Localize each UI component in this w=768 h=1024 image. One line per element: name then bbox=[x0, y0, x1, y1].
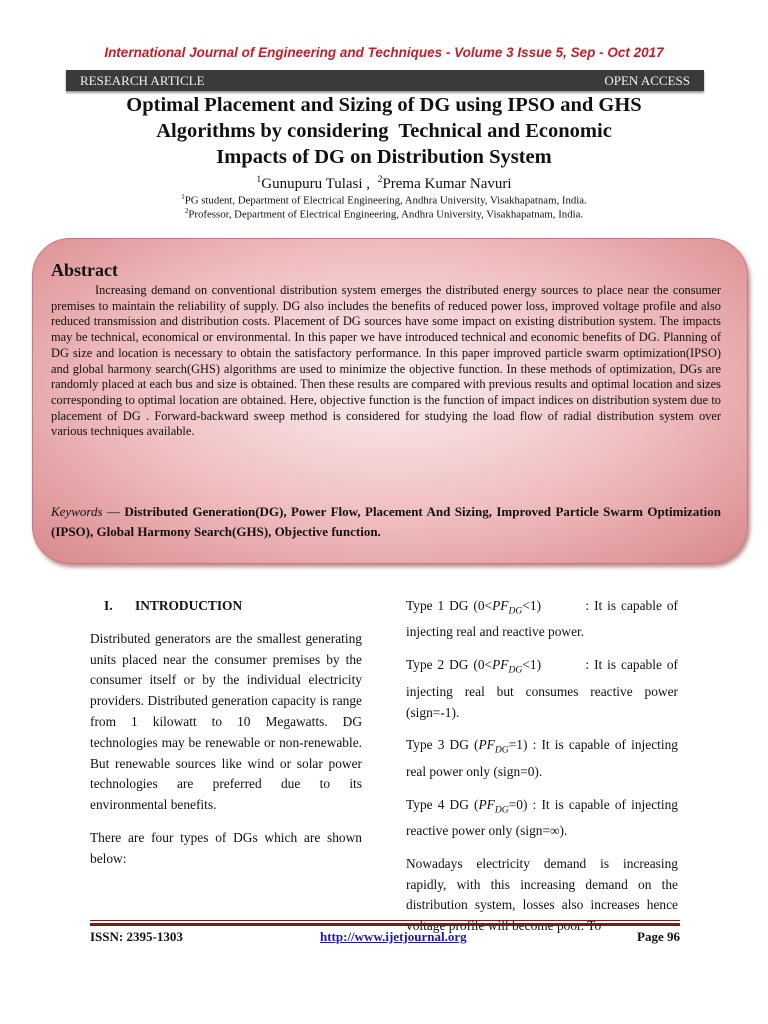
open-access-label: OPEN ACCESS bbox=[604, 72, 690, 88]
title-line-2: Algorithms by considering Technical and Economic bbox=[156, 120, 612, 142]
aff2-text: Professor, Department of Electrical Engineering, Andhra University, Visakhapatnam, India. bbox=[188, 208, 584, 221]
type3-prefix: Type 3 DG ( bbox=[406, 737, 479, 753]
intro-paragraph-2: There are four types of DGs which are shown below: bbox=[90, 829, 362, 866]
research-article-label: RESEARCH ARTICLE bbox=[80, 72, 205, 88]
title-line-3: Impacts of DG on Distribution System bbox=[216, 146, 552, 168]
pf-symbol: PF bbox=[478, 737, 495, 753]
pf-dg-symbol bbox=[478, 737, 509, 756]
type4-desc: It is capable of injecting reactive power only (sign=∞). bbox=[406, 796, 678, 839]
author2-superscript: 2 bbox=[377, 174, 383, 185]
author1-superscript: 1 bbox=[256, 174, 262, 185]
section-number: I. bbox=[104, 598, 113, 613]
left-column bbox=[90, 596, 362, 882]
type4-suffix: =0) : bbox=[508, 796, 537, 812]
author-list bbox=[0, 174, 768, 193]
pf-dg-symbol bbox=[478, 796, 509, 816]
dg-type-2 bbox=[406, 655, 678, 723]
affiliation-2 bbox=[0, 207, 768, 221]
pf-subscript: DG bbox=[494, 745, 509, 756]
pf-symbol: PF bbox=[492, 598, 509, 613]
dg-type-3 bbox=[406, 735, 678, 782]
pf-dg-symbol bbox=[492, 598, 523, 617]
aff1-text: PG student, Department of Electrical Engineering, Andhra University, Visakhapatnam, India. bbox=[184, 194, 587, 207]
pf-symbol: PF bbox=[492, 657, 509, 673]
type1-suffix: <1) bbox=[522, 598, 542, 613]
type4-prefix: Type 4 DG ( bbox=[406, 796, 479, 812]
keywords bbox=[51, 502, 721, 542]
pf-dg-symbol bbox=[492, 657, 523, 676]
pf-subscript: DG bbox=[508, 605, 523, 617]
journal-url-link[interactable]: http://www.ijetjournal.org bbox=[320, 929, 467, 944]
keywords-label: Keywords bbox=[51, 504, 103, 519]
type2-desc: : It is capable of injecting real but consumes reactive power (sign=-1). bbox=[406, 657, 678, 720]
pf-symbol: PF bbox=[478, 796, 495, 812]
intro-paragraph-1: Distributed generators are the smallest generating units placed near the consumer premises by the consumer itself or by the individual electricity providers. Distributed generation capacity is range from 1 kilowatt to 10 Megawatts. DG technologies may be renewable or non-renewable. But renewable sources like wind or solar power technologies are preferred due to its environmental benefits. bbox=[90, 630, 362, 813]
nowadays-paragraph: Nowadays electricity demand is increasing rapidly, with this increasing demand on the distribution system, losses also increases hence voltage profile will become poor. To bbox=[406, 855, 678, 934]
type1-prefix: Type 1 DG (0< bbox=[406, 598, 493, 613]
footer-rule-thin bbox=[90, 920, 680, 921]
dg-type-1 bbox=[406, 596, 678, 643]
aff1-superscript: 1 bbox=[181, 193, 185, 201]
type2-suffix: <1) bbox=[522, 657, 542, 673]
dg-type-4 bbox=[406, 795, 678, 842]
keywords-list: Distributed Generation(DG), Power Flow, Placement And Sizing, Improved Particle Swarm Optimization (IPSO), Global Harmony Search(GHS), Objective function. bbox=[51, 504, 721, 539]
abstract-heading: Abstract bbox=[51, 260, 118, 280]
section-title: INTRODUCTION bbox=[135, 598, 243, 613]
right-column bbox=[406, 596, 678, 949]
affiliation-1 bbox=[0, 193, 768, 207]
section-heading-introduction bbox=[90, 596, 362, 617]
pf-subscript: DG bbox=[508, 664, 523, 676]
type1-desc: : It is capable of injecting real and reactive power. bbox=[406, 598, 678, 640]
pf-subscript: DG bbox=[494, 804, 509, 816]
type2-prefix: Type 2 DG (0< bbox=[406, 657, 493, 673]
aff2-superscript: 2 bbox=[184, 207, 189, 215]
abstract-text: Increasing demand on conventional distribution system emerges the distributed energy sources to place near the consumer premises to maintain the reliability of supply. DG also includes the benefits of reduced power loss, improved voltage profile and also reduced transmission and distribution costs. Placement of DG sources have some impact on existing distribution system. The impacts may be technical, economical or environmental. In this paper we have introduced technical and economic benefits of DG. Planning of DG size and location is necessary to obtain the satisfactory performance. In this paper improved particle swarm optimization(IPSO) and global harmony search(GHS) algorithms are used to minimize the objective function. In these methods of optimization, DGs are randomly placed at each bus and size is obtained. Then these results are compared with previous results and optimal location and sizes corresponding to optimal location are obtained. Here, objective function is the function of impact indices on distribution system due to placement of DG . Forward-backward sweep method is considered for studying the load flow of radial distribution system over various techniques available. bbox=[51, 283, 721, 439]
paper-title bbox=[40, 92, 728, 170]
author-1: Gunupuru Tulasi , bbox=[261, 176, 371, 192]
type3-desc: It is capable of injecting real power only (sign=0). bbox=[406, 737, 678, 779]
title-line-1: Optimal Placement and Sizing of DG using IPSO and GHS bbox=[126, 94, 642, 116]
journal-citation: International Journal of Engineering and Techniques - Volume 3 Issue 5, Sep - Oct 2017 bbox=[104, 45, 664, 60]
issn-label: ISSN: 2395-1303 bbox=[90, 929, 183, 944]
author-2: Prema Kumar Navuri bbox=[382, 176, 512, 192]
footer-rule-thick bbox=[90, 923, 680, 926]
page-number: Page 96 bbox=[637, 929, 680, 944]
article-type-bar bbox=[66, 70, 704, 91]
type3-suffix: =1) : bbox=[508, 737, 537, 753]
keywords-dash: — bbox=[102, 504, 125, 519]
